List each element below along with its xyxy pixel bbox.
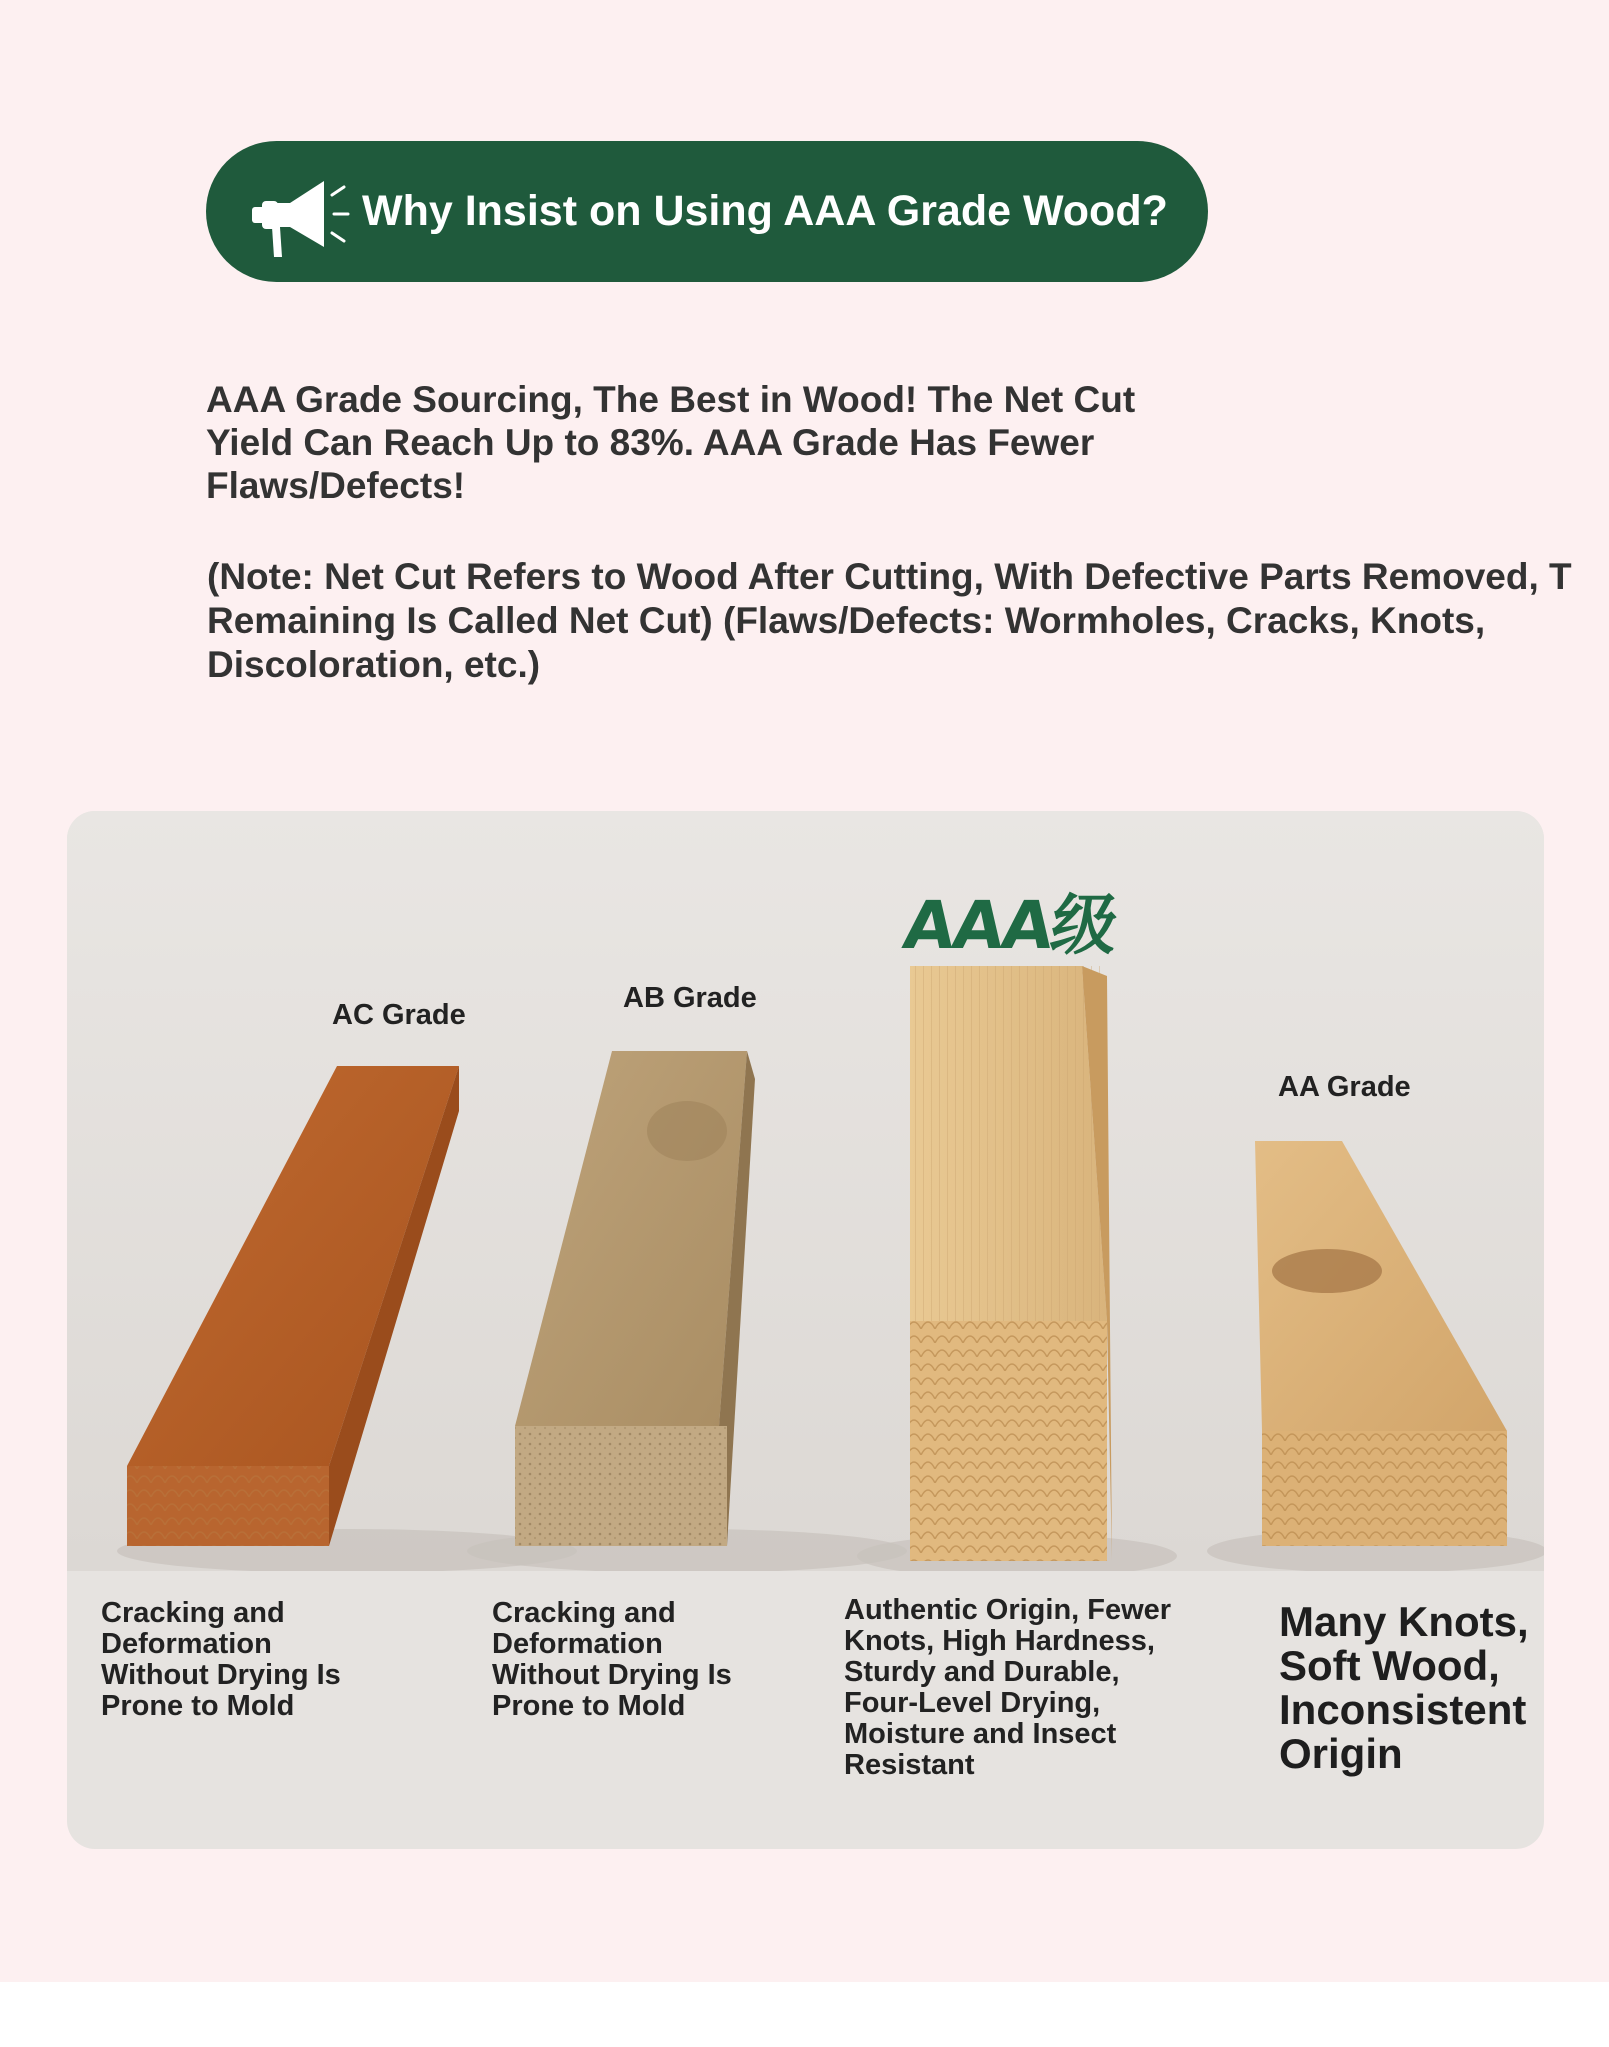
intro-paragraph (206, 378, 1206, 507)
desc-line: Soft Wood, (1279, 1642, 1500, 1689)
desc-line: Prone to Mold (492, 1690, 686, 1722)
note-line: Remaining Is Called Net Cut) (Flaws/Defects: Wormholes, Cracks, Knots, (207, 600, 1486, 641)
desc-line: Without Drying Is (101, 1659, 341, 1691)
header-banner (206, 141, 1208, 282)
desc-line: Without Drying Is (492, 1659, 732, 1691)
grade-label-ac: AC Grade (332, 999, 466, 1031)
note-line: (Note: Net Cut Refers to Wood After Cutting, With Defective Parts Removed, T (207, 556, 1572, 597)
banner-title: Why Insist on Using AAA Grade Wood? (362, 187, 1168, 235)
desc-line: Deformation (492, 1628, 663, 1660)
wood-planks-photo (67, 811, 1544, 1571)
desc-line: Cracking and (101, 1597, 285, 1629)
grade-desc-ac (101, 1598, 341, 1722)
desc-line: Many Knots, (1279, 1598, 1529, 1645)
aaa-grade-logo: AAA级 (898, 887, 1121, 964)
desc-line: Cracking and (492, 1597, 676, 1629)
grade-desc-aaa (844, 1595, 1171, 1781)
desc-line: Four-Level Drying, (844, 1687, 1101, 1719)
desc-line: Inconsistent (1279, 1686, 1527, 1733)
grade-label-ab: AB Grade (623, 982, 757, 1014)
note-line: Discoloration, etc.) (207, 644, 541, 685)
desc-line: Resistant (844, 1749, 975, 1781)
desc-line: Knots, High Hardness, (844, 1625, 1155, 1657)
bottom-strip (0, 1982, 1609, 2047)
desc-line: Prone to Mold (101, 1690, 295, 1722)
desc-line: Sturdy and Durable, (844, 1656, 1120, 1688)
desc-line: Moisture and Insect (844, 1718, 1117, 1750)
intro-line: AAA Grade Sourcing, The Best in Wood! The Net Cut (206, 379, 1136, 420)
grade-comparison-panel (67, 811, 1544, 1849)
intro-line: Yield Can Reach Up to 83%. AAA Grade Has Fewer (206, 422, 1095, 463)
desc-line: Origin (1279, 1730, 1403, 1777)
intro-line: Flaws/Defects! (206, 465, 466, 506)
note-paragraph (207, 555, 1607, 687)
desc-line: Authentic Origin, Fewer (844, 1594, 1172, 1626)
grade-desc-aa (1279, 1600, 1529, 1776)
grade-desc-ab (492, 1598, 732, 1722)
megaphone-icon (242, 165, 352, 265)
desc-line: Deformation (101, 1628, 272, 1660)
grade-label-aa: AA Grade (1278, 1071, 1411, 1103)
